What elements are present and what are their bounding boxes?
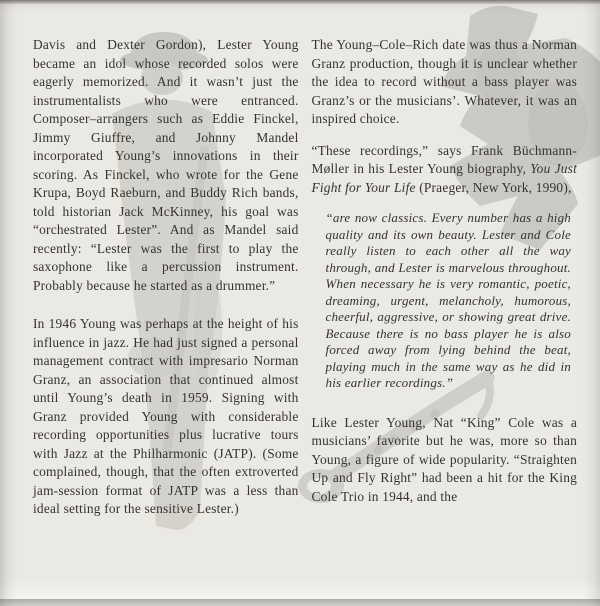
scan-edge-bottom-light — [0, 582, 600, 599]
paragraph-nat-king-cole: Like Lester Young, Nat “King” Cole was a musicians’ favorite but he was, more so than Young, a figure of wide popularity. “Straighten Up and Fly Right” had been a hit for the King Cole Trio in 1944, and the — [311, 414, 577, 504]
scan-edge-top — [0, 0, 600, 4]
paragraph-1946-granz: In 1946 Young was perhaps at the height of his influence in jazz. He had just signed a personal management contract with impresario Norman Granz, an association that continued almost until Young’s death in 1959. Signing with Granz provided Young with considerable recording opportunities plus lucrative tours with Jazz at the Philharmonic (JATP). (Some complained, though, that the often extroverted jam-session format of JATP was a less than ideal setting for the sensitive Lester.) — [33, 316, 299, 516]
paragraph-biography-citation — [312, 142, 578, 198]
citation-lead-in: “These recordings,” says Frank Büchmann-Møller in his Lester Young biography, — [311, 142, 577, 176]
liner-notes-text — [33, 36, 577, 539]
scan-edge-bottom-strip — [0, 599, 600, 606]
block-quote-moller: “are now classics. Every number has a high quality and its own beauty. Lester and Cole really listen to each other all the way through, and Lester is marvelous throughout. When necessary he is very romantic, poetic, dreaming, urgent, melancholy, humorous, cheerful, aggressive, or showing great drive. Because there is no bass player he is also forced away from lying behind the beat, playing much in the same way as he did in his earlier recordings.” — [325, 210, 571, 390]
citation-tail: (Praeger, New York, 1990), — [415, 179, 572, 195]
right-column — [312, 36, 578, 539]
paragraph-lester-influence: Davis and Dexter Gordon), Lester Young became an idol whose recorded solos were eagerly memorized. And it wasn’t just the instrumentalists who were entranced. Composer–arrangers such as Eddie Finckel, Jimmy Giuffre, and Johnny Mandel incorporated Young’s innovations in their scoring. As Finckel, who wrote for the Gene Krupa, Boyd Raeburn, and Buddy Rich bands, told historian Jack McKinney, his goal was “orchestrated Lester”. And as Mandel said recently: “Lester was the first to play the saxophone like a percussion instrument. Probably because he started as a drummer.” — [33, 37, 299, 293]
paragraph-granz-production: The Young–Cole–Rich date was thus a Norman Granz production, though it is unclear whether the idea to record without a bass player was Granz’s or the musicians’. Whatever, it was an inspired choice. — [311, 37, 577, 126]
left-column — [33, 36, 299, 539]
book-title: You Just Fight for Your Life — [311, 161, 577, 195]
